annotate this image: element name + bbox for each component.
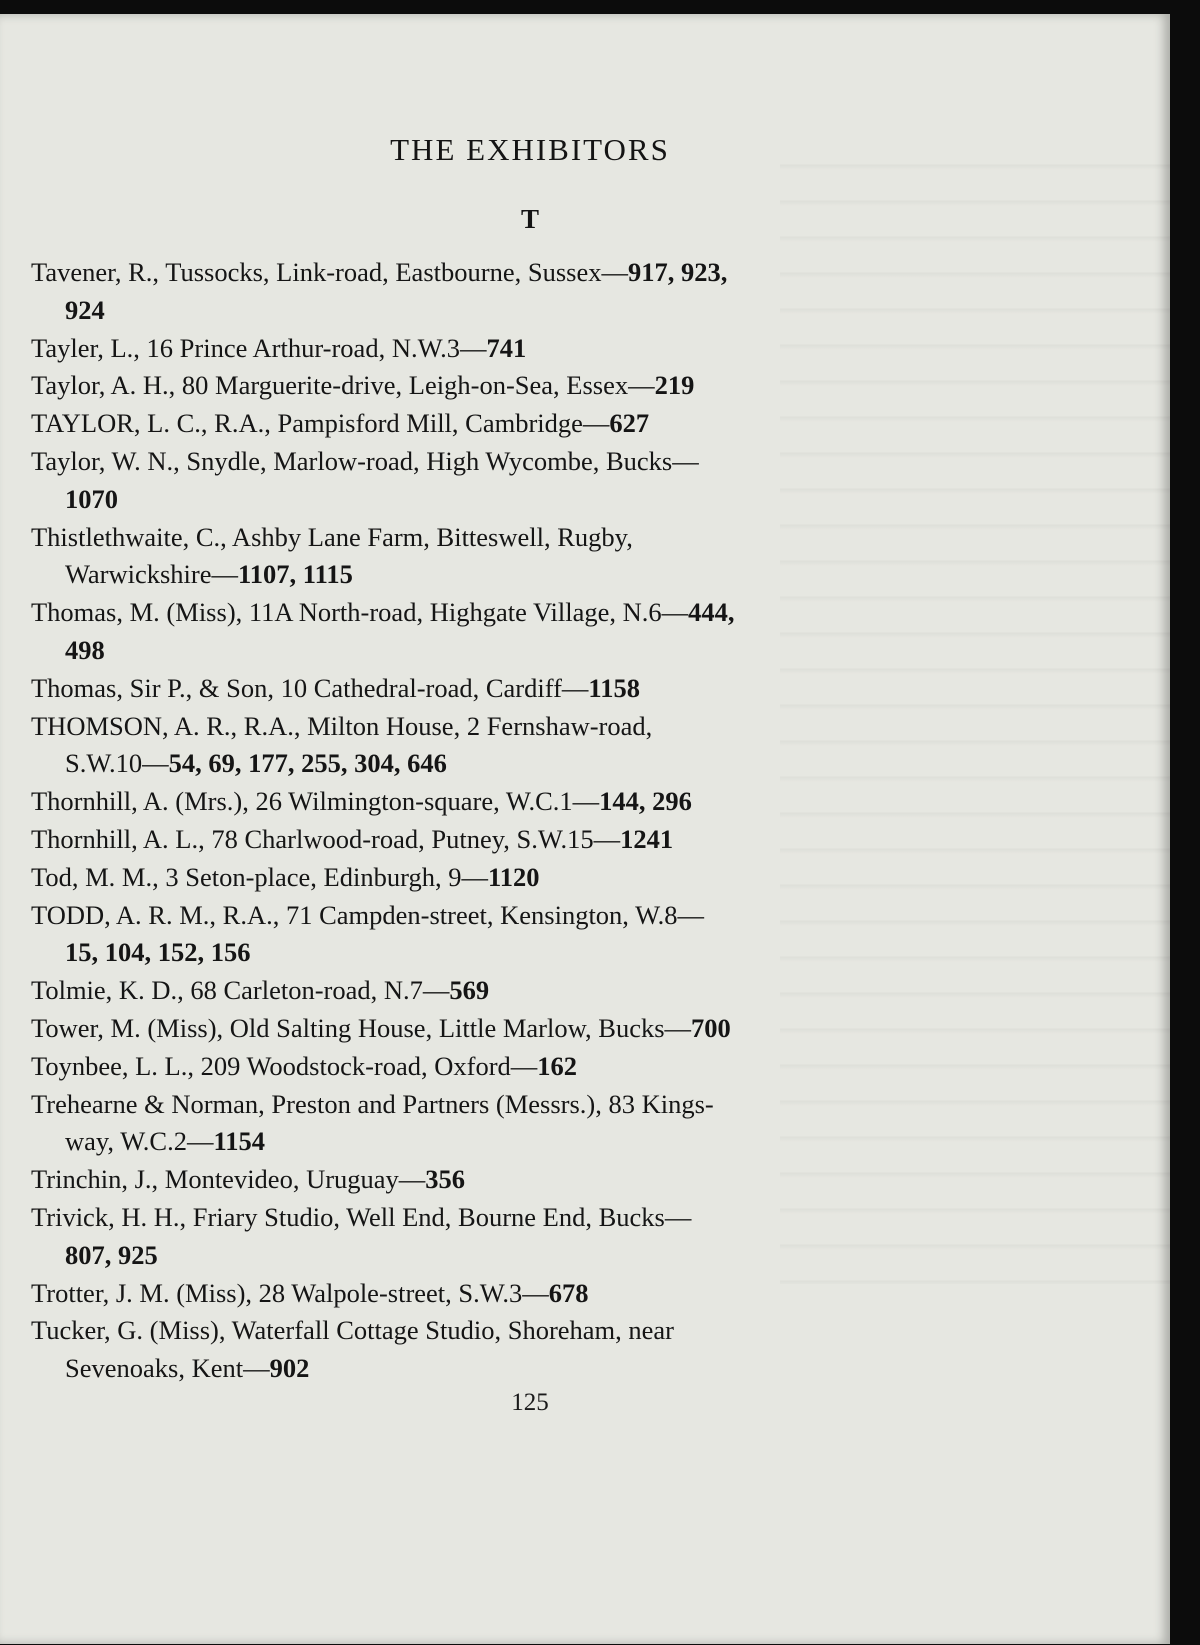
page-title: THE EXHIBITORS: [390, 132, 670, 167]
list-item: Tolmie, K. D., 68 Carleton-road, N.7—569: [31, 975, 490, 1006]
list-item: TODD, A. R. M., R.A., 71 Campden-street, Kensington, W.8— 15, 104, 152, 156: [31, 899, 705, 968]
list-item: Thornhill, A. L., 78 Charlwood-road, Putney, S.W.15—1241: [31, 823, 674, 854]
list-item: Thomas, M. (Miss), 11A North-road, Highgate Village, N.6—444, 498: [31, 597, 735, 665]
list-item: Trinchin, J., Montevideo, Uruguay—356: [31, 1164, 466, 1195]
list-item: Toynbee, L. L., 209 Woodstock-road, Oxford—162: [31, 1050, 578, 1081]
list-item: TAYLOR, L. C., R.A., Pampisford Mill, Cambridge—627: [31, 408, 650, 439]
list-item: Tucker, G. (Miss), Waterfall Cottage Studio, Shoreham, near Sevenoaks, Kent—902: [31, 1315, 675, 1384]
section-letter: T: [520, 204, 539, 234]
list-item: Tayler, L., 16 Prince Arthur-road, N.W.3—741: [31, 332, 527, 363]
list-item: Taylor, A. H., 80 Marguerite-drive, Leigh-on-Sea, Essex—219: [31, 370, 695, 401]
list-item: Tod, M. M., 3 Seton-place, Edinburgh, 9—1120: [31, 861, 540, 892]
page-number: 125: [511, 1389, 549, 1416]
list-item: Thistlethwaite, C., Ashby Lane Farm, Bitteswell, Rugby, Warwickshire—1107, 1115: [31, 521, 633, 590]
list-item: THOMSON, A. R., R.A., Milton House, 2 Fernshaw-road, S.W.10—54, 69, 177, 255, 304, 646: [31, 710, 653, 779]
list-item: Thornhill, A. (Mrs.), 26 Wilmington-square, W.C.1—144, 296: [31, 786, 692, 817]
list-item: Trotter, J. M. (Miss), 28 Walpole-street, S.W.3—678: [31, 1277, 589, 1308]
book-page: [0, 14, 1170, 1644]
list-item: Tavener, R., Tussocks, Link-road, Eastbourne, Sussex—917, 923, 924: [31, 257, 728, 325]
list-item: Trivick, H. H., Friary Studio, Well End, Bourne End, Bucks— 807, 925: [31, 1201, 692, 1270]
list-item: Tower, M. (Miss), Old Salting House, Little Marlow, Bucks—700: [31, 1012, 731, 1043]
list-item: Taylor, W. N., Snydle, Marlow-road, High Wycombe, Bucks— 1070: [31, 445, 699, 514]
list-item: Trehearne & Norman, Preston and Partners (Messrs.), 83 Kings- way, W.C.2—1154: [31, 1088, 714, 1157]
list-item: Thomas, Sir P., & Son, 10 Cathedral-road, Cardiff—1158: [31, 672, 640, 703]
exhibitor-list: [31, 254, 1031, 1388]
